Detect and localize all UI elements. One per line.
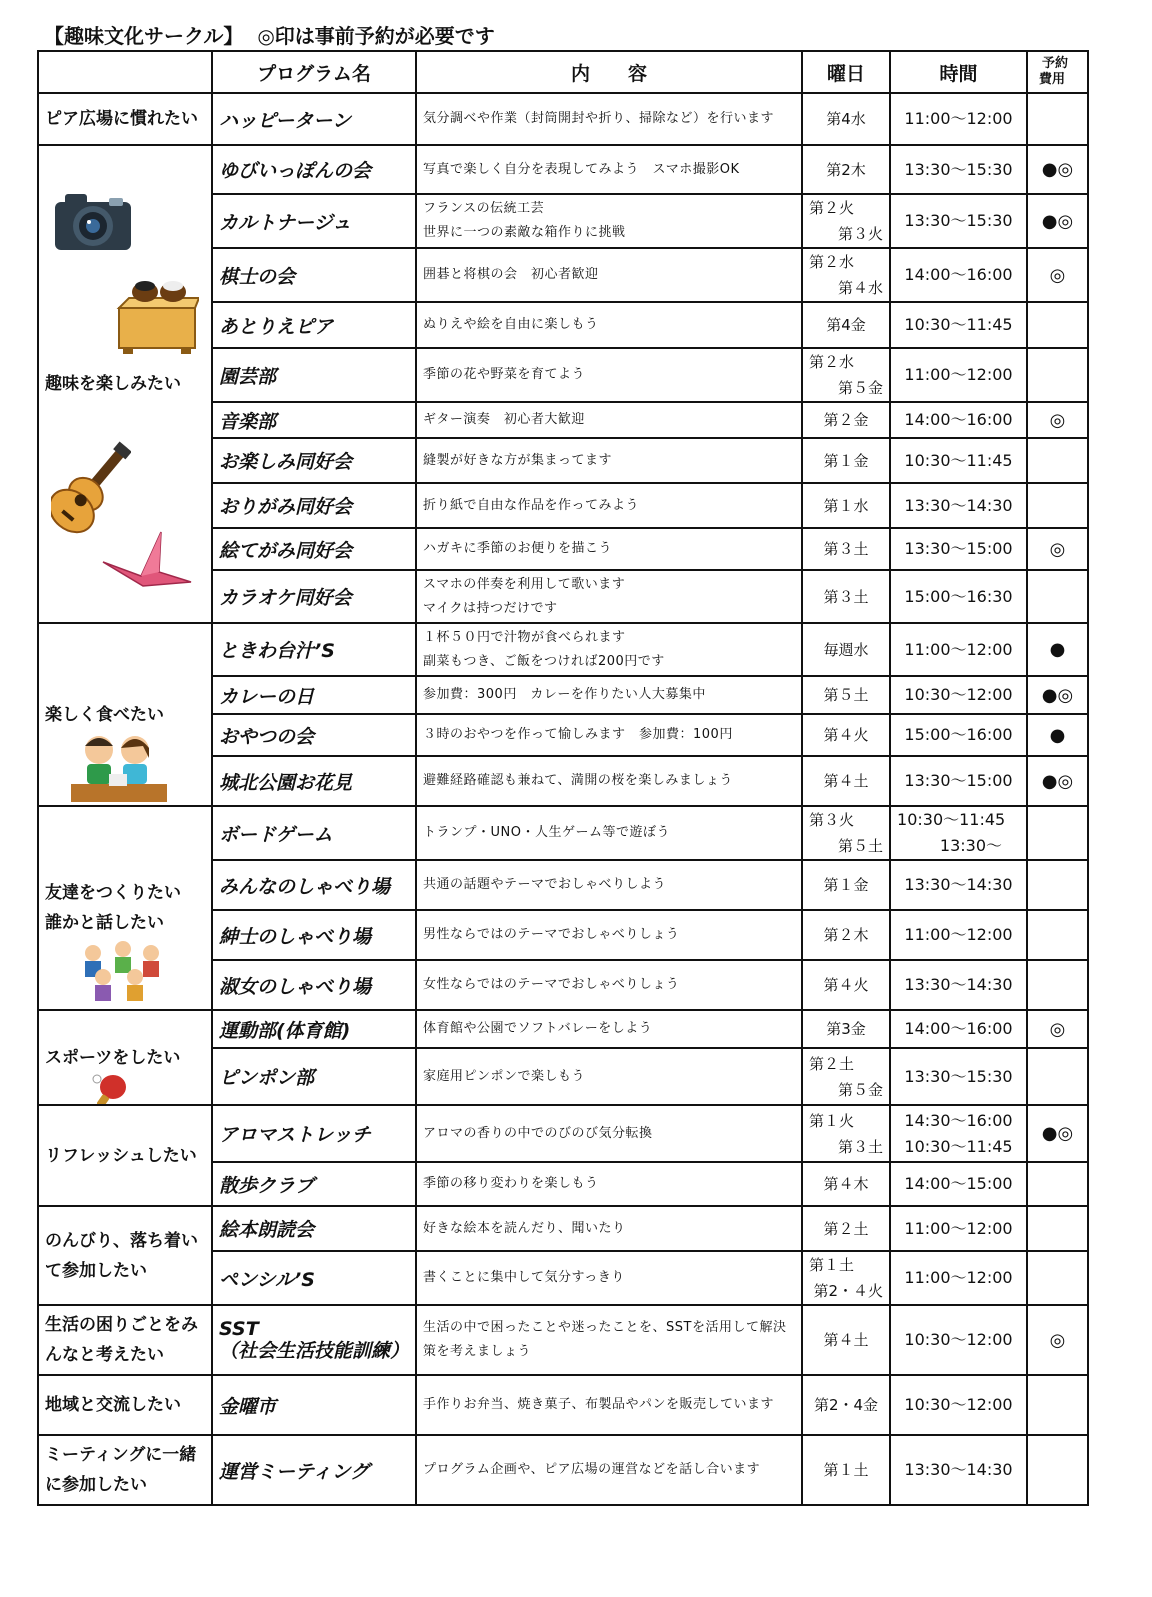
reservation-fee-mark: ◎ — [1027, 1010, 1088, 1048]
category-label-line: 友達をつくりたい — [45, 883, 181, 903]
reservation-fee-mark: ●◎ — [1027, 145, 1088, 194]
program-content-line: トランプ・UNO・人生ゲーム等で遊ぼう — [423, 825, 670, 840]
program-day-line: 第１金 — [823, 876, 869, 894]
program-day-line: 第１火 — [809, 1111, 855, 1130]
program-content — [416, 910, 802, 960]
page-title: 【趣味文化サークル】 ◎印は事前予約が必要です — [44, 24, 495, 48]
program-content-line: アロマの香りの中でのびのび気分転換 — [423, 1125, 653, 1141]
program-day-line: 第１水 — [823, 496, 869, 515]
program-name: カルトナージュ — [212, 194, 416, 248]
category-label-line: に参加したい — [45, 1475, 147, 1495]
program-time-line: 10:30～11:45 — [897, 810, 1006, 829]
program-time-line: 14:00～15:00 — [904, 1174, 1013, 1193]
program-day — [802, 910, 890, 960]
program-time — [890, 1206, 1027, 1251]
program-content — [416, 248, 802, 302]
ping-pong-paddle-icon — [91, 1073, 131, 1105]
program-day-line: 第２木 — [823, 926, 869, 944]
category-label: リフレッシュしたい — [45, 1145, 197, 1166]
program-name: みんなのしゃべり場 — [212, 860, 416, 910]
program-time — [890, 756, 1027, 806]
reservation-fee-mark: ●◎ — [1027, 1105, 1088, 1162]
program-time — [890, 860, 1027, 910]
program-time — [890, 910, 1027, 960]
program-name: おりがみ同好会 — [212, 483, 416, 528]
program-name: ときわ台汁’S — [212, 623, 416, 676]
table-row — [38, 1010, 1088, 1048]
program-time-line: 14:00～16:00 — [904, 265, 1013, 284]
reservation-fee-mark — [1027, 860, 1088, 910]
program-time — [890, 1105, 1027, 1162]
table-row — [38, 1206, 1088, 1251]
program-name: カレーの日 — [212, 676, 416, 714]
program-day-line: 第２水 — [809, 353, 855, 371]
program-name: おやつの会 — [212, 714, 416, 756]
category-label — [45, 1310, 205, 1370]
reservation-fee-mark — [1027, 93, 1088, 145]
reservation-fee-mark: ◎ — [1027, 1305, 1088, 1375]
category-label-line: て参加したい — [45, 1260, 147, 1281]
program-content-line: 折り紙で自由な作品を作ってみよう — [423, 497, 640, 513]
program-content-line: マイクは持つだけです — [423, 600, 558, 616]
program-content — [416, 1305, 802, 1375]
program-day-line: 第３土 — [823, 587, 869, 606]
program-day — [802, 1010, 890, 1048]
program-day — [802, 1305, 890, 1375]
table-row — [38, 1435, 1088, 1505]
program-day-line: 第５金 — [838, 1080, 884, 1099]
program-day — [802, 402, 890, 438]
program-day-line: 毎週水 — [823, 640, 869, 659]
program-day — [802, 1162, 890, 1206]
program-content — [416, 960, 802, 1010]
table-row — [38, 806, 1088, 860]
program-time — [890, 1375, 1027, 1435]
program-content-line: 縫製が好きな方が集まってます — [423, 452, 613, 468]
program-name: ハッピーターン — [212, 93, 416, 145]
category-label-line: 誰かと話したい — [45, 913, 164, 933]
reservation-fee-mark: ◎ — [1027, 402, 1088, 438]
program-content — [416, 1105, 802, 1162]
reservation-fee-mark — [1027, 1435, 1088, 1505]
program-content — [416, 145, 802, 194]
program-day — [802, 93, 890, 145]
reservation-fee-mark: ●◎ — [1027, 756, 1088, 806]
program-content — [416, 1375, 802, 1435]
program-time — [890, 1162, 1027, 1206]
program-time-line: 11:00～12:00 — [904, 925, 1013, 944]
program-day-line: 第2木 — [826, 160, 866, 179]
header-row — [38, 51, 1088, 93]
program-name: ピンポン部 — [212, 1048, 416, 1105]
program-time-line: 13:30～15:30 — [904, 159, 1013, 179]
category-cell — [38, 1435, 212, 1505]
table-row — [38, 1105, 1088, 1162]
reservation-fee-mark — [1027, 483, 1088, 528]
category-label: ピア広場に慣れたい — [45, 109, 198, 129]
program-time — [890, 1251, 1027, 1305]
program-day-line: 第2・4金 — [813, 1396, 879, 1414]
reservation-fee-mark — [1027, 348, 1088, 402]
program-content — [416, 1206, 802, 1251]
program-content-line: 囲碁と将棋の会 初心者歓迎 — [423, 267, 599, 282]
program-time-line: 15:00～16:00 — [904, 725, 1013, 744]
program-time — [890, 194, 1027, 248]
camera-icon — [53, 188, 133, 262]
table-row — [38, 145, 1088, 194]
program-time-line: 13:30～15:30 — [904, 211, 1013, 230]
program-time — [890, 93, 1027, 145]
program-time — [890, 302, 1027, 348]
program-day-line: 第４木 — [823, 1175, 869, 1193]
program-content-line: スマホの伴奏を利用して歌います — [423, 576, 626, 592]
program-content-line: ぬりえや絵を自由に楽しもう — [423, 317, 599, 332]
program-content — [416, 676, 802, 714]
program-name: 城北公園お花見 — [212, 756, 416, 806]
header-time: 時間 — [890, 51, 1027, 93]
program-day — [802, 623, 890, 676]
program-day-line: 第１土 — [809, 1256, 855, 1274]
header-category — [38, 51, 212, 93]
program-name: 散歩クラブ — [212, 1162, 416, 1206]
program-content-line: 体育館や公園でソフトバレーをしよう — [423, 1021, 653, 1036]
program-content — [416, 483, 802, 528]
header-day: 曜日 — [802, 51, 890, 93]
program-day — [802, 570, 890, 623]
program-day — [802, 438, 890, 483]
program-time-line: 13:30～15:00 — [904, 771, 1013, 790]
reservation-fee-mark: ●◎ — [1027, 194, 1088, 248]
program-time-line: 13:30～14:30 — [904, 1460, 1013, 1479]
category-cell — [38, 145, 212, 623]
category-label: 趣味を楽しみたい — [45, 374, 181, 394]
reservation-fee-mark — [1027, 1251, 1088, 1305]
program-content-line: 世界に一つの素敵な箱作りに挑戦 — [423, 225, 626, 240]
reservation-fee-mark — [1027, 1206, 1088, 1251]
go-board-icon — [115, 274, 199, 364]
program-content-line: 参加費：300円 カレーを作りたい人大募集中 — [423, 687, 706, 702]
program-content-line: 手作りお弁当、焼き菓子、布製品やパンを販売しています — [423, 1397, 775, 1412]
program-content — [416, 528, 802, 570]
category-cell — [38, 806, 212, 1010]
program-content — [416, 570, 802, 623]
header-fee-cost: 費用 — [1039, 72, 1066, 87]
program-day-line: 第３火 — [838, 225, 884, 243]
program-time — [890, 438, 1027, 483]
program-name: ゆびいっぽんの会 — [212, 145, 416, 194]
program-time-line: 11:00～12:00 — [904, 365, 1013, 384]
program-day-line: 第2・４火 — [813, 1282, 884, 1300]
program-day — [802, 483, 890, 528]
program-time-line: 13:30～15:00 — [904, 539, 1013, 558]
reservation-fee-mark: ◎ — [1027, 528, 1088, 570]
program-day-line: 第１土 — [823, 1461, 869, 1479]
program-content — [416, 402, 802, 438]
program-time-line: 10:30～12:00 — [904, 1395, 1013, 1414]
program-day-line: 第４土 — [823, 1331, 869, 1349]
program-time-line: 13:30～ — [939, 836, 1003, 855]
program-name: 金曜市 — [212, 1375, 416, 1435]
table-row — [38, 93, 1088, 145]
program-day-line: 第１金 — [823, 451, 869, 470]
program-day — [802, 1048, 890, 1105]
program-time — [890, 1435, 1027, 1505]
reservation-fee-mark — [1027, 806, 1088, 860]
program-name: 音楽部 — [212, 402, 416, 438]
program-day-line: 第４土 — [823, 772, 869, 790]
program-day-line: 第4水 — [826, 110, 866, 128]
category-cell — [38, 1105, 212, 1206]
program-day-line: 第５土 — [823, 686, 869, 704]
reservation-fee-mark: ◎ — [1027, 248, 1088, 302]
program-time — [890, 145, 1027, 194]
program-day — [802, 960, 890, 1010]
program-name: 紳士のしゃべり場 — [212, 910, 416, 960]
program-name: ペンシル’S — [212, 1251, 416, 1305]
program-name: 絵てがみ同好会 — [212, 528, 416, 570]
category-label: 地域と交流したい — [45, 1395, 181, 1415]
program-day — [802, 860, 890, 910]
program-content-line: 副菜もつき、ご飯をつければ200円です — [423, 653, 665, 669]
program-time — [890, 960, 1027, 1010]
category-label: スポーツをしたい — [45, 1047, 181, 1068]
program-time-line: 14:00～16:00 — [904, 410, 1013, 429]
program-day — [802, 1375, 890, 1435]
program-content-line: ３時のおやつを作って愉しみます 参加費：100円 — [423, 727, 733, 742]
program-name-line: SST — [219, 1318, 259, 1340]
program-content — [416, 302, 802, 348]
program-day-line: 第4金 — [826, 316, 866, 334]
program-time-line: 11:00～12:00 — [904, 109, 1013, 128]
program-content-line: 男性ならではのテーマでおしゃべりしょう — [423, 927, 680, 942]
program-day-line: 第４火 — [823, 976, 869, 994]
program-time — [890, 570, 1027, 623]
program-time-line: 11:00～12:00 — [904, 1218, 1013, 1238]
program-content — [416, 93, 802, 145]
header-program: プログラム名 — [212, 51, 416, 93]
program-content-line: ギター演奏 初心者大歓迎 — [423, 412, 585, 427]
program-time — [890, 806, 1027, 860]
table-row — [38, 623, 1088, 676]
program-content — [416, 1251, 802, 1305]
reservation-fee-mark — [1027, 1162, 1088, 1206]
program-day-line: 第２水 — [809, 253, 855, 271]
program-time — [890, 1305, 1027, 1375]
program-content-line: 季節の花や野菜を育てよう — [423, 367, 586, 382]
program-day — [802, 194, 890, 248]
program-name: 園芸部 — [212, 348, 416, 402]
program-time-line: 11:00～12:00 — [904, 1268, 1013, 1287]
program-time — [890, 623, 1027, 676]
program-name: 絵本朗読会 — [212, 1206, 416, 1251]
program-name: カラオケ同好会 — [212, 570, 416, 623]
origami-crane-icon — [99, 526, 195, 602]
program-name: お楽しみ同好会 — [212, 438, 416, 483]
reservation-fee-mark — [1027, 910, 1088, 960]
program-day — [802, 302, 890, 348]
program-content-line: 写真で楽しく自分を表現してみよう スマホ撮影OK — [423, 161, 740, 177]
program-name: 運動部(体育館) — [212, 1010, 416, 1048]
program-name-line: （社会生活技能訓練） — [219, 1340, 410, 1362]
program-day-line: 第２金 — [823, 411, 869, 429]
program-time-line: 15:00～16:30 — [904, 586, 1013, 606]
program-content-line: 生活の中で困ったことや迷ったことを、SSTを活用して解決 — [423, 1320, 787, 1335]
program-day-line: 第５金 — [838, 379, 884, 397]
program-name — [212, 1305, 416, 1375]
category-cell — [38, 1010, 212, 1105]
reservation-fee-mark — [1027, 302, 1088, 348]
program-content-line: フランスの伝統工芸 — [423, 201, 545, 216]
category-label — [45, 878, 205, 938]
program-time — [890, 1010, 1027, 1048]
program-day — [802, 528, 890, 570]
program-content-line: 季節の移り変わりを楽しもう — [423, 1176, 599, 1191]
program-day-line: 第５土 — [838, 837, 884, 855]
program-content — [416, 756, 802, 806]
category-cell — [38, 1375, 212, 1435]
program-name: 淑女のしゃべり場 — [212, 960, 416, 1010]
program-time-line: 14:30～16:00 — [904, 1110, 1013, 1130]
reservation-fee-mark — [1027, 570, 1088, 623]
eating-people-icon — [69, 728, 169, 806]
program-name: あとりえピア — [212, 302, 416, 348]
program-time-line: 13:30～14:30 — [904, 875, 1013, 894]
program-content — [416, 806, 802, 860]
table-row — [38, 1305, 1088, 1375]
reservation-fee-mark — [1027, 1048, 1088, 1105]
program-time — [890, 528, 1027, 570]
program-day — [802, 1251, 890, 1305]
program-day-line: 第４水 — [838, 279, 884, 297]
program-content — [416, 623, 802, 676]
program-day-line: 第２土 — [823, 1219, 869, 1238]
reservation-fee-mark — [1027, 438, 1088, 483]
program-day-line: 第３土 — [838, 1137, 884, 1156]
program-time — [890, 402, 1027, 438]
reservation-fee-mark — [1027, 1375, 1088, 1435]
program-name: アロマストレッチ — [212, 1105, 416, 1162]
category-label — [45, 1226, 205, 1286]
program-day — [802, 145, 890, 194]
program-content — [416, 714, 802, 756]
category-label-line: 生活の困りごとをみ — [45, 1315, 198, 1335]
header-content: 内 容 — [416, 51, 802, 93]
header-fee-reserve: 予約 — [1042, 56, 1069, 71]
program-day-line: 第４火 — [823, 726, 869, 744]
program-time-line: 13:30～14:30 — [904, 975, 1013, 994]
category-label-line: ミーティングに一緒 — [45, 1445, 197, 1465]
header-fee — [1027, 51, 1088, 93]
program-day — [802, 1105, 890, 1162]
program-content — [416, 1162, 802, 1206]
program-name: ボードゲーム — [212, 806, 416, 860]
group-people-icon — [79, 939, 165, 1010]
category-cell — [38, 1206, 212, 1305]
program-time — [890, 348, 1027, 402]
program-time-line: 10:30～12:00 — [904, 1330, 1013, 1349]
category-label-line: んなと考えたい — [45, 1345, 164, 1365]
program-name: 棋士の会 — [212, 248, 416, 302]
program-content-line: １杯５０円で汁物が食べられます — [423, 629, 626, 645]
program-day — [802, 1206, 890, 1251]
reservation-fee-mark: ●◎ — [1027, 676, 1088, 714]
program-content-line: 避難経路確認も兼ねて、満開の桜を楽しみましょう — [423, 773, 733, 788]
reservation-fee-mark — [1027, 960, 1088, 1010]
program-day-line: 第3金 — [826, 1020, 866, 1038]
program-content-line: ハガキに季節のお便りを描こう — [423, 541, 613, 556]
program-day — [802, 714, 890, 756]
program-content-line: 気分調べや作業（封筒開封や折り、掃除など）を行います — [423, 111, 775, 126]
program-time — [890, 714, 1027, 756]
table-row — [38, 1375, 1088, 1435]
program-day-line: 第２土 — [809, 1054, 855, 1073]
program-day — [802, 806, 890, 860]
category-cell — [38, 93, 212, 145]
program-day — [802, 348, 890, 402]
program-time-line: 10:30～11:45 — [904, 315, 1013, 334]
program-time-line: 10:30～12:00 — [904, 685, 1013, 704]
program-day — [802, 756, 890, 806]
category-label: 楽しく食べたい — [45, 704, 164, 725]
program-content-line: 共通の話題やテーマでおしゃべりしよう — [423, 877, 667, 892]
program-day — [802, 1435, 890, 1505]
program-time-line: 10:30～11:45 — [904, 450, 1013, 470]
program-day — [802, 676, 890, 714]
program-day-line: 第３土 — [823, 540, 869, 558]
program-content-line: 書くことに集中して気分すっきり — [423, 1270, 625, 1285]
program-content — [416, 438, 802, 483]
program-content-line: 策を考えましょう — [423, 1344, 532, 1359]
program-time — [890, 1048, 1027, 1105]
program-day — [802, 248, 890, 302]
program-time — [890, 483, 1027, 528]
schedule-table — [37, 50, 1089, 1506]
program-time-line: 14:00～16:00 — [904, 1019, 1013, 1038]
program-time — [890, 248, 1027, 302]
program-day-line: 第３火 — [809, 811, 855, 829]
program-content — [416, 1435, 802, 1505]
program-content — [416, 348, 802, 402]
program-time-line: 13:30～14:30 — [904, 495, 1013, 515]
program-content-line: 女性ならではのテーマでおしゃべりしょう — [423, 977, 680, 992]
program-content-line: 家庭用ピンポンで楽しもう — [423, 1068, 586, 1084]
program-content — [416, 1010, 802, 1048]
program-content — [416, 860, 802, 910]
program-time-line: 11:00～12:00 — [904, 639, 1013, 659]
program-time-line: 13:30～15:30 — [904, 1066, 1013, 1086]
program-content — [416, 1048, 802, 1105]
category-cell — [38, 1305, 212, 1375]
program-time-line: 10:30～11:45 — [904, 1136, 1013, 1156]
program-content-line: 好きな絵本を読んだり、聞いたり — [423, 1220, 626, 1236]
category-label — [45, 1440, 205, 1500]
reservation-fee-mark: ● — [1027, 714, 1088, 756]
reservation-fee-mark: ● — [1027, 623, 1088, 676]
program-content-line: プログラム企画や、ピア広場の運営などを話し合います — [423, 1462, 761, 1477]
category-cell — [38, 623, 212, 806]
program-name: 運営ミーティング — [212, 1435, 416, 1505]
category-label-line: のんびり、落ち着い — [45, 1230, 198, 1251]
program-day-line: 第２火 — [809, 199, 855, 217]
program-content — [416, 194, 802, 248]
program-time — [890, 676, 1027, 714]
